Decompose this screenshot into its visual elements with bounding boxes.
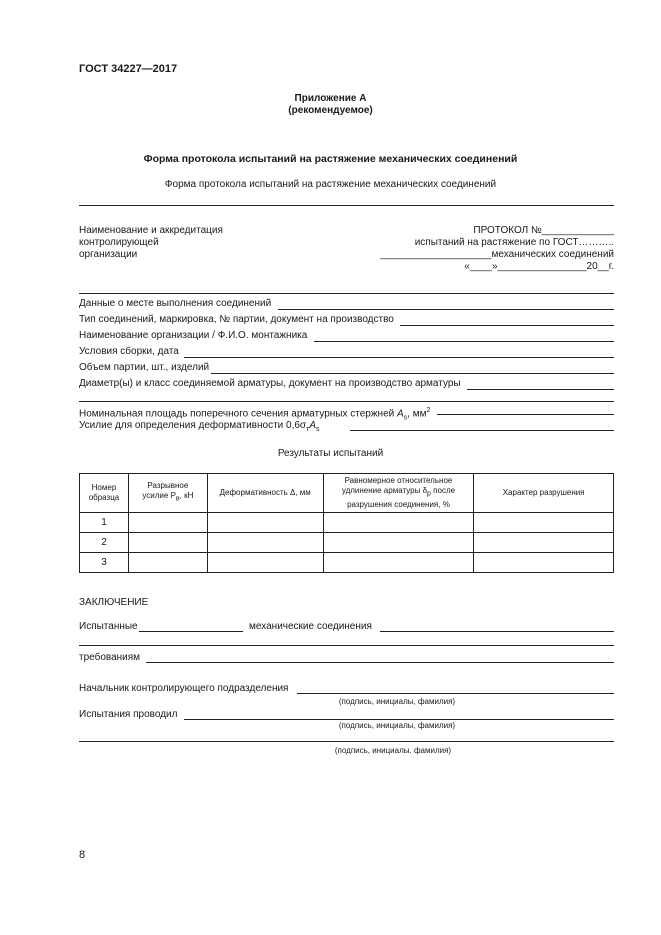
col-fracture-type: Характер разрушения — [474, 474, 614, 513]
row-number: 1 — [80, 513, 129, 533]
conducted-label: Испытания проводил — [79, 709, 178, 720]
row-number: 3 — [80, 553, 129, 573]
table-cell[interactable] — [128, 533, 207, 553]
table-cell[interactable] — [207, 553, 323, 573]
field-extra-line[interactable] — [79, 401, 614, 402]
chief-label: Начальник контролирующего подразделения — [79, 683, 289, 694]
form-main-title: Форма протокола испытаний на растяжение механических соединений — [143, 153, 518, 165]
mechanical-label: механические соединения — [249, 621, 372, 632]
field-diameter-input[interactable] — [467, 389, 614, 390]
table-cell[interactable] — [128, 553, 207, 573]
signature-hint-3: (подпись, инициалы. фамилия) — [334, 746, 452, 755]
table-cell[interactable] — [474, 513, 614, 533]
tested-input[interactable] — [139, 631, 243, 632]
divider — [79, 293, 614, 294]
chief-signature-input[interactable] — [297, 693, 614, 694]
org-label-line3: организации — [79, 249, 138, 260]
field-area-input[interactable] — [437, 414, 614, 415]
divider — [79, 205, 614, 206]
field-force-label: Усилие для определения деформативности $0,6\sigma_тA_s$ — [79, 420, 320, 433]
field-type-input[interactable] — [400, 325, 614, 326]
page-number: 8 — [79, 849, 86, 861]
appendix-subtitle: (рекомендуемое) — [288, 105, 373, 116]
field-volume-label: Объем партии, шт., изделий — [79, 362, 210, 373]
table-row — [80, 533, 614, 553]
conclusion-title: ЗАКЛЮЧЕНИЕ — [79, 597, 149, 608]
col-sample-number: Номер образца — [80, 474, 129, 513]
table-cell[interactable] — [323, 553, 474, 573]
field-installer-label: Наименование организации / Ф.И.О. монтажника — [79, 330, 308, 341]
form-sub-title: Форма протокола испытаний на растяжение механических соединений — [164, 179, 497, 190]
table-row — [80, 553, 614, 573]
signature-hint-2: (подпись, инициалы, фамилия) — [338, 721, 456, 730]
field-conditions-label: Условия сборки, дата — [79, 346, 179, 357]
protocol-number: ПРОТОКОЛ №_____________ — [473, 225, 614, 236]
org-label-line2: контролирующей — [79, 237, 159, 248]
conclusion-extra-line[interactable] — [79, 645, 614, 646]
col-deformability: Деформативность Δ, мм — [207, 474, 323, 513]
col-elongation: Равномерное относительное удлинение арматуры $\delta_р$ после разрушения соединения, % — [323, 474, 474, 513]
org-label-line1: Наименование и аккредитация — [79, 225, 223, 236]
row-number: 2 — [80, 533, 129, 553]
table-cell[interactable] — [474, 553, 614, 573]
field-area-label: Номинальная площадь поперечного сечения арматурных стержней $A_s$, $мм^2$ — [79, 407, 431, 422]
field-place-input[interactable] — [278, 309, 614, 310]
table-row — [80, 513, 614, 533]
standard-number: ГОСТ 34227—2017 — [79, 63, 178, 75]
requirements-input[interactable] — [146, 662, 614, 663]
signature-hint-1: (подпись, инициалы, фамилия) — [338, 697, 456, 706]
table-cell[interactable] — [323, 533, 474, 553]
requirements-label: требованиям — [79, 652, 141, 663]
second-signature-input[interactable] — [79, 741, 614, 742]
field-conditions-input[interactable] — [184, 357, 614, 358]
field-diameter-label: Диаметр(ы) и класс соединяемой арматуры, документ на производство арматуры — [79, 378, 461, 389]
field-place-label: Данные о месте выполнения соединений — [79, 298, 272, 309]
table-cell[interactable] — [474, 533, 614, 553]
protocol-mechanical-line: ____________________механических соединений — [380, 249, 614, 260]
field-type-label: Тип соединений, маркировка, № партии, документ на производство — [79, 314, 394, 325]
table-cell[interactable] — [207, 513, 323, 533]
field-installer-input[interactable] — [314, 341, 614, 342]
field-force-input[interactable] — [350, 430, 614, 431]
table-cell[interactable] — [207, 533, 323, 553]
protocol-test-line: испытаний на растяжение по ГОСТ……….. — [414, 237, 614, 248]
col-breaking-force: Разрывное усилие $P_в$, кН — [128, 474, 207, 513]
tested-label: Испытанные — [79, 621, 138, 632]
table-header-row — [80, 474, 614, 513]
field-volume-input[interactable] — [211, 373, 614, 374]
table-cell[interactable] — [128, 513, 207, 533]
mechanical-input[interactable] — [380, 631, 614, 632]
table-cell[interactable] — [323, 513, 474, 533]
results-title: Результаты испытаний — [277, 448, 384, 459]
protocol-date-line: «____»________________20__г. — [464, 261, 614, 272]
conducted-signature-input[interactable] — [184, 719, 614, 720]
appendix-title: Приложение А — [294, 93, 367, 104]
results-table — [79, 473, 614, 573]
